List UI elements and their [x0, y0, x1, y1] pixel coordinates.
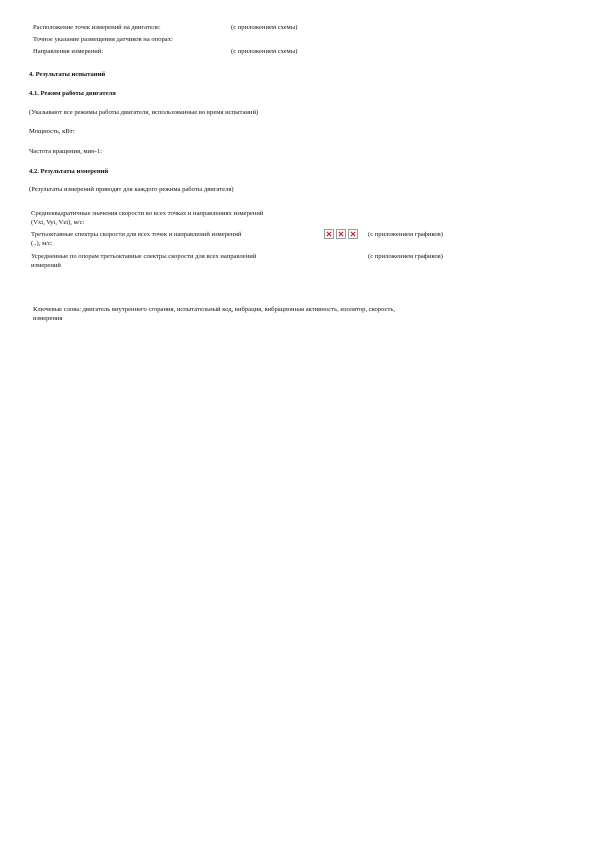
- averaged-spectra-label: Усредненные по опорам третьоктавные спектры скорости для всех направлений: [31, 253, 257, 260]
- measure-heading: 4.2. Результаты измерений: [29, 168, 109, 175]
- third-octave-spectra-note: (с приложением графиков): [368, 231, 443, 238]
- speed-label: Частота вращения, мин-1:: [29, 148, 102, 155]
- broken-image-icon: [348, 229, 358, 239]
- broken-image-icon: [336, 229, 346, 239]
- measure-note: (Результаты измерений приводят для каждого режима работы двигателя): [29, 186, 234, 193]
- measurement-points-note: (с приложением схемы): [231, 24, 298, 31]
- results-heading: 4. Результаты испытаний: [29, 71, 106, 78]
- sensor-placement-label: Точное указание размещения датчиков на опорах:: [33, 36, 173, 43]
- averaged-spectra-label-cont: измерений: [31, 262, 61, 269]
- keywords-line: Ключевые слова: двигатель внутреннего сгорания, испытательный код, вибрация, вибрационная активность, изолятор, скорость,: [33, 306, 395, 313]
- averaged-spectra-note: (с приложением графиков): [368, 253, 443, 260]
- image-placeholder-group: [324, 229, 360, 239]
- measurement-points-label: Расположение точек измерений на двигателе:: [33, 24, 161, 31]
- third-octave-spectra-units: (..), м/с:: [31, 240, 53, 247]
- measurement-directions-label: Направления измерений:: [33, 48, 104, 55]
- third-octave-spectra-label: Третьоктавные спектры скорости для всех точек и направлений измерений: [31, 231, 242, 238]
- rms-velocity-label: Среднеквадратичные значения скорости во всех точках и направлениях измерений: [31, 210, 264, 217]
- measurement-directions-note: (с приложением схемы): [231, 48, 298, 55]
- power-label: Мощность, кВт:: [29, 128, 75, 135]
- mode-heading: 4.1. Режим работы двигателя: [29, 90, 116, 97]
- rms-velocity-units: (Vxi, Vyi, Vzi), м/с:: [31, 219, 85, 226]
- keywords-line-cont: измерения: [33, 315, 63, 322]
- mode-note: (Указывают все режимы работы двигателя, использованные во время испытаний): [29, 109, 259, 116]
- broken-image-icon: [324, 229, 334, 239]
